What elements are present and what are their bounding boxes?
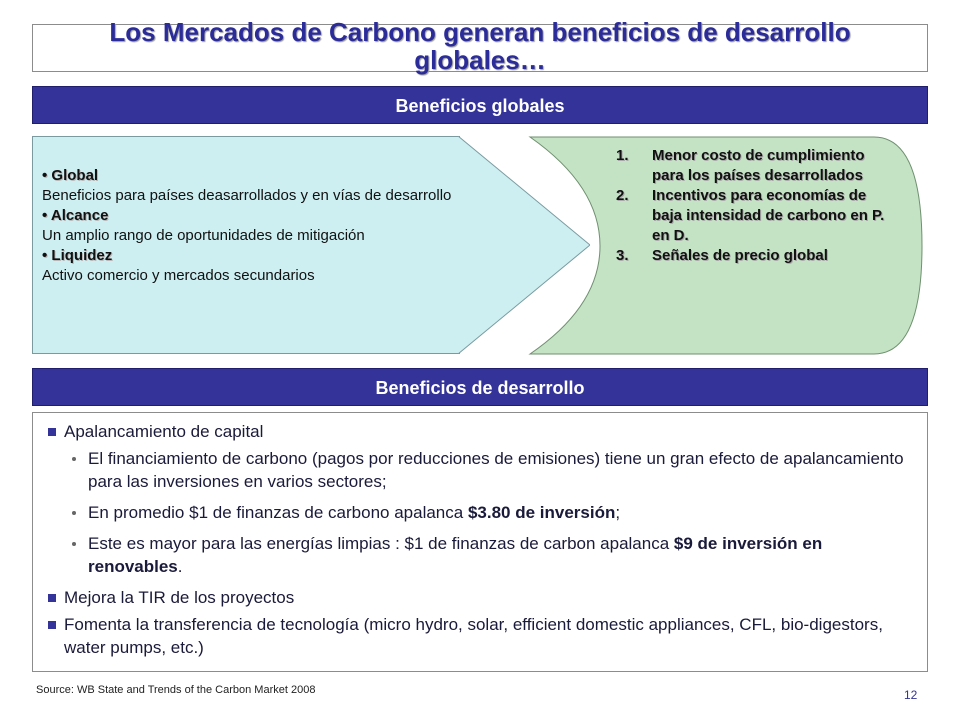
square-bullet-icon [48,621,56,629]
sub-list-item: En promedio $1 de finanzas de carbono apalanca $3.80 de inversión; [72,501,916,524]
list-item: 3. Señales de precio global [616,247,828,264]
dot-bullet-icon [72,511,76,515]
list-item: • Liquidez [42,247,113,264]
page-number: 12 [904,688,918,702]
list-item: • Global [42,167,99,184]
list-item: 1. Menor costo de cumplimiento para los países desarrollados [616,147,865,184]
sub-list-item: Este es mayor para las energías limpias : $1 de finanzas de carbon apalanca $9 de inversión en renovables. [72,532,916,578]
dot-bullet-icon [72,542,76,546]
page-title: Los Mercados de Carbono generan beneficios de desarrollo globales… [109,17,851,75]
list-item: 2. Incentivos para economías de baja intensidad de carbono en P. en D. [616,187,885,244]
list-item: Mejora la TIR de los proyectos [46,586,916,609]
list-item: Apalancamiento de capital [46,420,916,443]
development-benefits-list [46,420,916,663]
results-list [616,146,886,266]
global-benefits-list [42,166,462,286]
list-item-text: Un amplio rango de oportunidades de mitigación [42,227,365,244]
source-note: Source: WB State and Trends of the Carbon Market 2008 [36,684,316,696]
square-bullet-icon [48,428,56,436]
square-bullet-icon [48,594,56,602]
list-item-text: Activo comercio y mercados secundarios [42,267,315,284]
sub-list-item: El financiamiento de carbono (pagos por reducciones de emisiones) tiene un gran efecto de apalancamiento para las inversiones en varios sectores; [72,447,916,493]
section-header-global-benefits: Beneficios globales [32,86,928,124]
list-item-text: Beneficios para países deasarrollados y en vías de desarrollo [42,187,452,204]
dot-bullet-icon [72,457,76,461]
list-item: Fomenta la transferencia de tecnología (micro hydro, solar, efficient domestic appliances, CFL, bio-digestors, water pumps, etc.) [46,613,916,659]
list-item: • Alcance [42,207,109,224]
section-header-development-benefits: Beneficios de desarrollo [32,368,928,406]
